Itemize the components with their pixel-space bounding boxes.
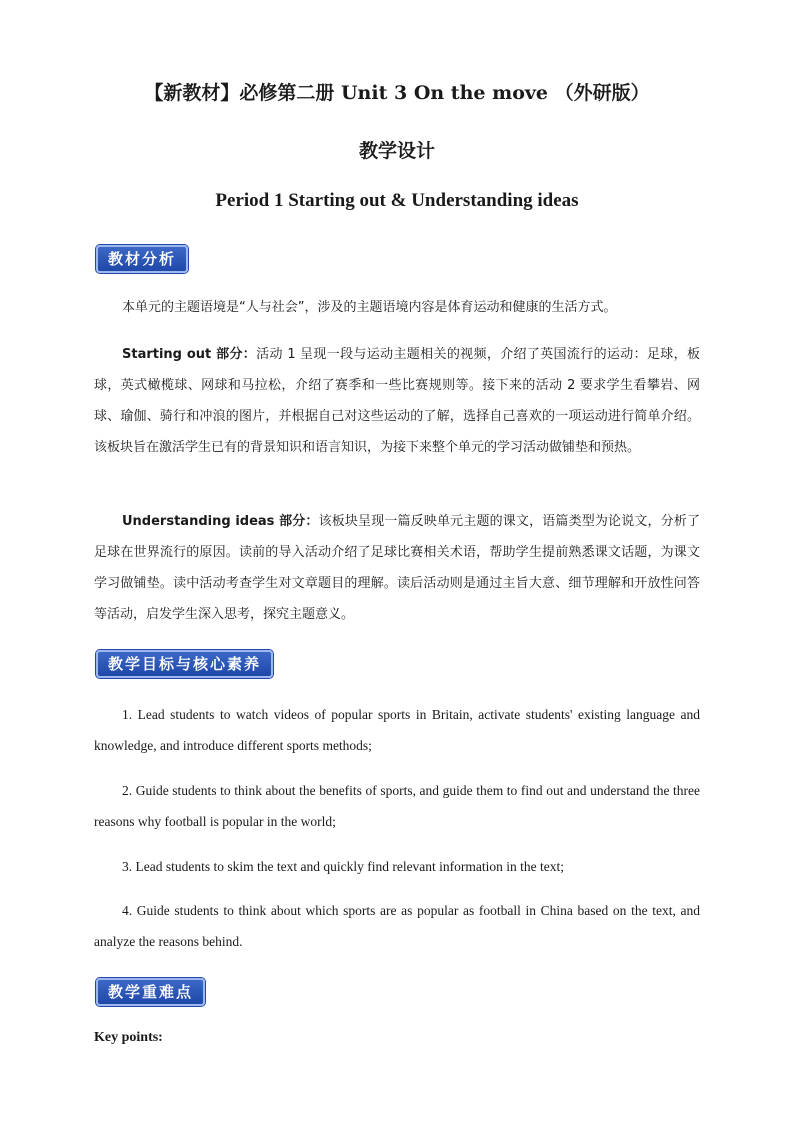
section-badge-keypoints: 教学重难点 <box>96 978 205 1006</box>
objective-item-2: 2. Guide students to think about the benefits of sports, and guide them to find out and understand the three reasons why football is popular in the world; <box>94 783 700 829</box>
section-badge-analysis: 教材分析 <box>96 245 188 273</box>
objective-item-3: 3. Lead students to skim the text and quickly find relevant information in the text; <box>122 859 565 874</box>
period-title: Period 1 Starting out & Understanding ideas <box>215 190 579 211</box>
keypoints-heading: Key points: <box>94 1030 163 1045</box>
section-badge-objectives: 教学目标与核心素养 <box>96 650 273 678</box>
starting-out-label: Starting out 部分： <box>122 347 257 362</box>
document-title: 【新教材】必修第二册 Unit 3 On the move （外研版） <box>144 82 650 104</box>
starting-out-text: 活动 1 呈现一段与运动主题相关的视频，介绍了英国流行的运动：足球，板球，英式橄榄球、网球和马拉松，介绍了赛季和一些比赛规则等。接下来的活动 2 要求学生看攀岩、网球、瑜伽、骑行和冲浪的图片，并根据自己对这些运动的了解，选择自己喜欢的一项运动进行简单介绍。该板块旨在激活学生已有的背景知识和语言知识，为接下来整个单元的学习活动做铺垫和预热。 <box>94 347 700 455</box>
objective-item-1: 1. Lead students to watch videos of popular sports in Britain, activate students' existing language and knowledge, and introduce different sports methods; <box>94 707 700 753</box>
understanding-text: 该板块呈现一篇反映单元主题的课文，语篇类型为论说文，分析了足球在世界流行的原因。读前的导入活动介绍了足球比赛相关术语，帮助学生提前熟悉课文话题，为课文学习做铺垫。读中活动考查学生对文章题目的理解。读后活动则是通过主旨大意、细节理解和开放性问答等活动，启发学生深入思考，探究主题意义。 <box>94 514 700 622</box>
analysis-starting-out <box>94 339 700 463</box>
understanding-label: Understanding ideas 部分： <box>122 514 319 529</box>
analysis-understanding <box>94 506 700 630</box>
objective-item-4: 4. Guide students to think about which sports are as popular as football in China based on the text, and analyze the reasons behind. <box>94 903 700 949</box>
document-subtitle: 教学设计 <box>358 140 435 162</box>
analysis-intro: 本单元的主题语境是“人与社会”，涉及的主题语境内容是体育运动和健康的生活方式。 <box>122 300 617 315</box>
